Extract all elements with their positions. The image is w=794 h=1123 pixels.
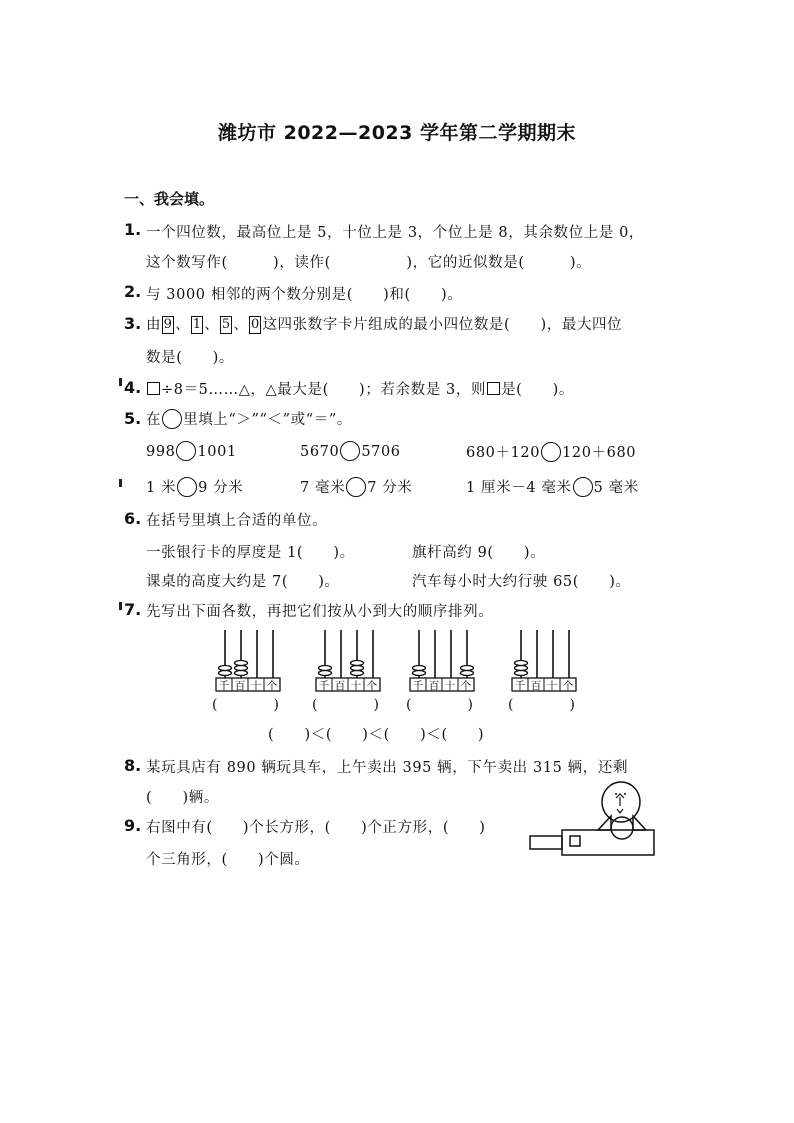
abacus-bead: [351, 666, 364, 671]
abacus-bead: [515, 661, 528, 666]
compare-circle: [346, 477, 366, 497]
question-text: 与 3000 相邻的两个数分别是( )和( )。: [146, 287, 463, 303]
blank-square: [147, 382, 160, 395]
eye-right: [624, 793, 626, 795]
question-text: 在括号里填上合适的单位。: [146, 513, 328, 529]
scan-mark: [119, 479, 122, 487]
question-number: 8.: [124, 756, 142, 775]
abacus-bead: [219, 666, 232, 671]
compare-circle: [573, 477, 593, 497]
question-text: 一个四位数，最高位上是 5，十位上是 3，个位上是 8，其余数位上是 0，: [146, 225, 645, 241]
abacus-bead: [235, 666, 248, 671]
compare-item: 7 毫米 7 分米: [300, 476, 412, 497]
eye-left: [615, 793, 617, 795]
abacus-bead: [319, 671, 332, 676]
abacus-bead: [235, 661, 248, 666]
question-text: 由 9 、 1 、 5 、 0 这四张数字卡片组成的最小四位数是( )，最大四位: [146, 317, 623, 333]
question-number: 3.: [124, 314, 142, 333]
abacus-bead: [515, 666, 528, 671]
question-number: 4.: [124, 378, 142, 397]
question-number: 9.: [124, 816, 142, 835]
abacus-bead: [413, 666, 426, 671]
digit-card: 1: [192, 317, 202, 332]
triangle-right: [633, 816, 646, 830]
place-label: 十: [546, 680, 558, 692]
question-number: 1.: [124, 220, 142, 239]
question-number: 5.: [124, 409, 142, 428]
abacus-bead: [319, 666, 332, 671]
abacus-bead: [461, 666, 474, 671]
place-label: 十: [250, 680, 262, 692]
place-label: 百: [234, 680, 246, 692]
place-label: 十: [444, 680, 456, 692]
place-label: 十: [350, 680, 362, 692]
digit-card: 5: [221, 317, 231, 332]
scan-mark: [119, 378, 122, 386]
compare-item: 1 米 9 分米: [146, 476, 243, 497]
answer-slot: ( ): [406, 697, 473, 713]
digit-card: 9: [163, 317, 173, 332]
abacus-bead: [235, 671, 248, 676]
abacus-bead: [413, 671, 426, 676]
question-text: 这个数写作( )，读作( )，它的近似数是( )。: [146, 255, 592, 271]
question-text: 数是( )。: [146, 350, 235, 366]
small-square: [570, 836, 580, 846]
order-line: ( )＜( )＜( )＜( ): [268, 727, 485, 743]
question-text: 汽车每小时大约行驶 65( )。: [412, 574, 631, 590]
long-rectangle: [562, 830, 654, 855]
blank-square: [487, 382, 500, 395]
compare-circle: [177, 477, 197, 497]
abacus-bead: [515, 671, 528, 676]
digit-card: 0: [251, 317, 260, 332]
abacus-bead: [351, 671, 364, 676]
place-label: 个: [562, 680, 574, 692]
place-label: 千: [218, 680, 230, 692]
question-text: ÷8＝5……△，△最大是( )；若余数是 3，则 是( )。: [146, 378, 574, 399]
question-text: 右图中有( )个长方形，( )个正方形，( ): [146, 820, 486, 836]
question-text: 课桌的高度大约是 7( )。: [146, 574, 340, 590]
compare-item: 998 1001: [146, 441, 237, 461]
place-label: 百: [530, 680, 542, 692]
face-mark: [616, 794, 624, 813]
body-circle: [611, 817, 633, 839]
page-title: 潍坊市 2022—2023 学年第二学期期末: [218, 122, 576, 144]
arm-rectangle: [530, 836, 562, 849]
place-label: 百: [428, 680, 440, 692]
answer-slot: ( ): [312, 697, 379, 713]
question-text: 某玩具店有 890 辆玩具车，上午卖出 395 辆，下午卖出 315 辆，还剩: [146, 760, 629, 776]
compare-circle: [176, 441, 196, 461]
answer-slot: ( ): [508, 697, 575, 713]
abacus: [212, 626, 282, 692]
abacus: [406, 626, 476, 692]
abacus-bead: [351, 661, 364, 666]
compare-item: 680＋120 120＋680: [466, 441, 636, 462]
question-text: 个三角形，( )个圆。: [146, 852, 310, 868]
scan-mark: [119, 602, 122, 610]
abacus: [312, 626, 382, 692]
question-text: 先写出下面各数，再把它们按从小到大的顺序排列。: [146, 604, 494, 620]
question-text: ( )辆。: [146, 790, 219, 806]
place-label: 个: [366, 680, 378, 692]
compare-circle: [162, 409, 182, 429]
question-number: 6.: [124, 509, 142, 528]
place-label: 千: [318, 680, 330, 692]
question-number: 7.: [124, 600, 142, 619]
abacus-bead: [219, 671, 232, 676]
place-label: 百: [334, 680, 346, 692]
place-label: 个: [266, 680, 278, 692]
compare-circle: [541, 442, 561, 462]
shapes-figure: [528, 780, 658, 860]
compare-item: 5670 5706: [300, 441, 401, 461]
place-label: 个: [460, 680, 472, 692]
place-label: 千: [412, 680, 424, 692]
triangle-left: [598, 816, 611, 830]
abacus-bead: [461, 671, 474, 676]
compare-circle: [340, 441, 360, 461]
question-text: 旗杆高约 9( )。: [412, 545, 546, 561]
question-text: 一张银行卡的厚度是 1( )。: [146, 545, 355, 561]
section-heading: 一、我会填。: [124, 190, 215, 208]
abacus: [508, 626, 578, 692]
compare-item: 1 厘米－4 毫米 5 毫米: [466, 476, 639, 497]
question-number: 2.: [124, 282, 142, 301]
question-text: 在 里填上“＞”“＜”或“＝”。: [146, 408, 352, 429]
answer-slot: ( ): [212, 697, 279, 713]
head-circle: [602, 782, 640, 822]
place-label: 千: [514, 680, 526, 692]
